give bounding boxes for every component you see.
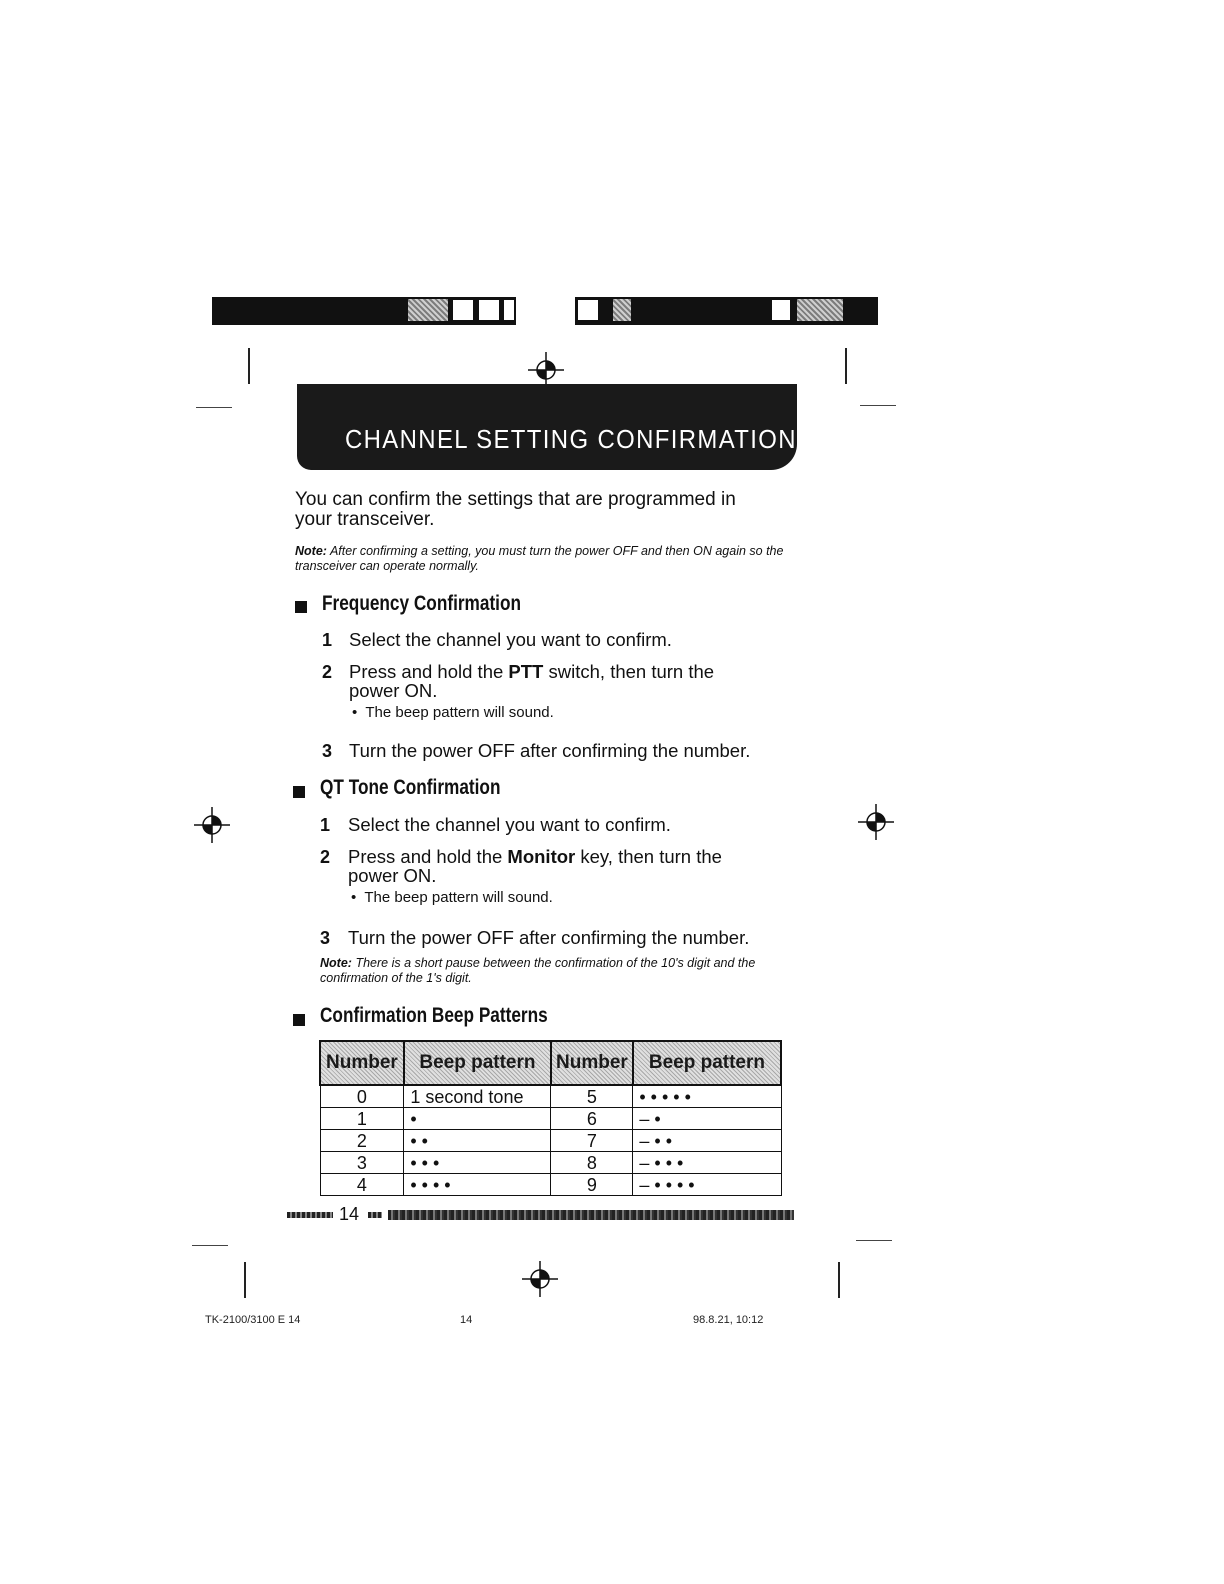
number-cell: 0 [320, 1085, 404, 1108]
pattern-cell: – • • • • [633, 1174, 781, 1196]
step-number: 2 [322, 662, 333, 682]
column-header: Beep pattern [633, 1041, 781, 1085]
table-row [320, 1152, 781, 1174]
crop-mark [856, 1240, 892, 1241]
pattern-cell: – • [633, 1108, 781, 1130]
registration-target-icon [522, 1261, 558, 1297]
pattern-cell: • • • [404, 1152, 551, 1174]
section-bullet [295, 601, 307, 613]
note-1 [295, 544, 815, 574]
number-cell: 9 [551, 1174, 633, 1196]
crop-mark [244, 1262, 246, 1298]
note-text: After confirming a setting, you must turn the power OFF and then ON again so the transceiver can operate normally. [295, 544, 784, 573]
number-cell: 3 [320, 1152, 404, 1174]
note-2 [320, 956, 780, 986]
number-cell: 6 [551, 1108, 633, 1130]
step-text: Turn the power OFF after confirming the number. [348, 927, 750, 948]
table-row [320, 1108, 781, 1130]
crop-mark [860, 405, 896, 406]
pattern-cell: 1 second tone [404, 1085, 551, 1108]
pattern-cell: • • [404, 1130, 551, 1152]
registration-target-icon [194, 807, 230, 843]
pattern-cell: • • • • [404, 1174, 551, 1196]
column-header: Number [551, 1041, 633, 1085]
number-cell: 4 [320, 1174, 404, 1196]
sub-bullet: • The beep pattern will sound. [351, 889, 553, 906]
footer-page: 14 [460, 1314, 473, 1326]
step-number: 3 [320, 928, 331, 948]
footer-strip [388, 1210, 794, 1220]
page-number-marker [368, 1212, 382, 1218]
page-number-marker [287, 1212, 333, 1218]
number-cell: 8 [551, 1152, 633, 1174]
crop-mark [838, 1262, 840, 1298]
table-header-row [320, 1041, 781, 1085]
crop-mark [196, 407, 232, 408]
step-text: Turn the power OFF after confirming the number. [349, 740, 751, 761]
number-cell: 7 [551, 1130, 633, 1152]
crop-mark [192, 1245, 228, 1246]
section-heading-beep-patterns: Confirmation Beep Patterns [320, 1004, 548, 1027]
step-text: Select the channel you want to confirm. [348, 814, 671, 835]
footer-timestamp: 98.8.21, 10:12 [693, 1314, 764, 1326]
footer-job-id: TK-2100/3100 E 14 [205, 1314, 301, 1326]
note-label: Note: [295, 544, 327, 558]
registration-target-icon [528, 352, 564, 388]
pattern-cell: • • • • • [633, 1085, 781, 1108]
page-number: 14 [339, 1204, 360, 1224]
beep-pattern-table [319, 1040, 782, 1196]
top-registration-bar-right [575, 297, 878, 325]
bullet-dot-icon: • [351, 889, 357, 906]
table-row [320, 1130, 781, 1152]
number-cell: 5 [551, 1085, 633, 1108]
crop-mark [248, 348, 250, 384]
step-number: 1 [322, 630, 333, 650]
pattern-cell: – • • • [633, 1152, 781, 1174]
page-title: CHANNEL SETTING CONFIRMATION [345, 424, 797, 454]
crop-mark [845, 348, 847, 384]
table-row [320, 1174, 781, 1196]
section-bullet [293, 786, 305, 798]
step-text: Press and hold the PTT switch, then turn the power ON. [349, 661, 715, 701]
section-heading-qt-tone: QT Tone Confirmation [320, 776, 501, 799]
intro-text: You can confirm the settings that are programmed in your transceiver. [295, 489, 736, 530]
step-text: Press and hold the Monitor key, then turn the power ON. [348, 846, 722, 886]
sub-bullet: • The beep pattern will sound. [352, 704, 554, 721]
step-number: 2 [320, 847, 331, 867]
number-cell: 2 [320, 1130, 404, 1152]
registration-target-icon [858, 804, 894, 840]
section-bullet [293, 1014, 305, 1026]
column-header: Beep pattern [404, 1041, 551, 1085]
column-header: Number [320, 1041, 404, 1085]
section-heading-frequency: Frequency Confirmation [322, 592, 522, 615]
step-text: Select the channel you want to confirm. [349, 629, 672, 650]
monitor-key-label: Monitor [507, 846, 576, 867]
bullet-dot-icon: • [352, 704, 358, 721]
number-cell: 1 [320, 1108, 404, 1130]
note-text: There is a short pause between the confirmation of the 10's digit and the confirmation of the 1's digit. [320, 956, 756, 985]
step-number: 1 [320, 815, 331, 835]
note-label: Note: [320, 956, 352, 970]
pattern-cell: • [404, 1108, 551, 1130]
pattern-cell: – • • [633, 1130, 781, 1152]
ptt-key-label: PTT [508, 661, 544, 682]
top-registration-bar-left [212, 297, 516, 325]
table-row [320, 1085, 781, 1108]
step-number: 3 [322, 741, 333, 761]
